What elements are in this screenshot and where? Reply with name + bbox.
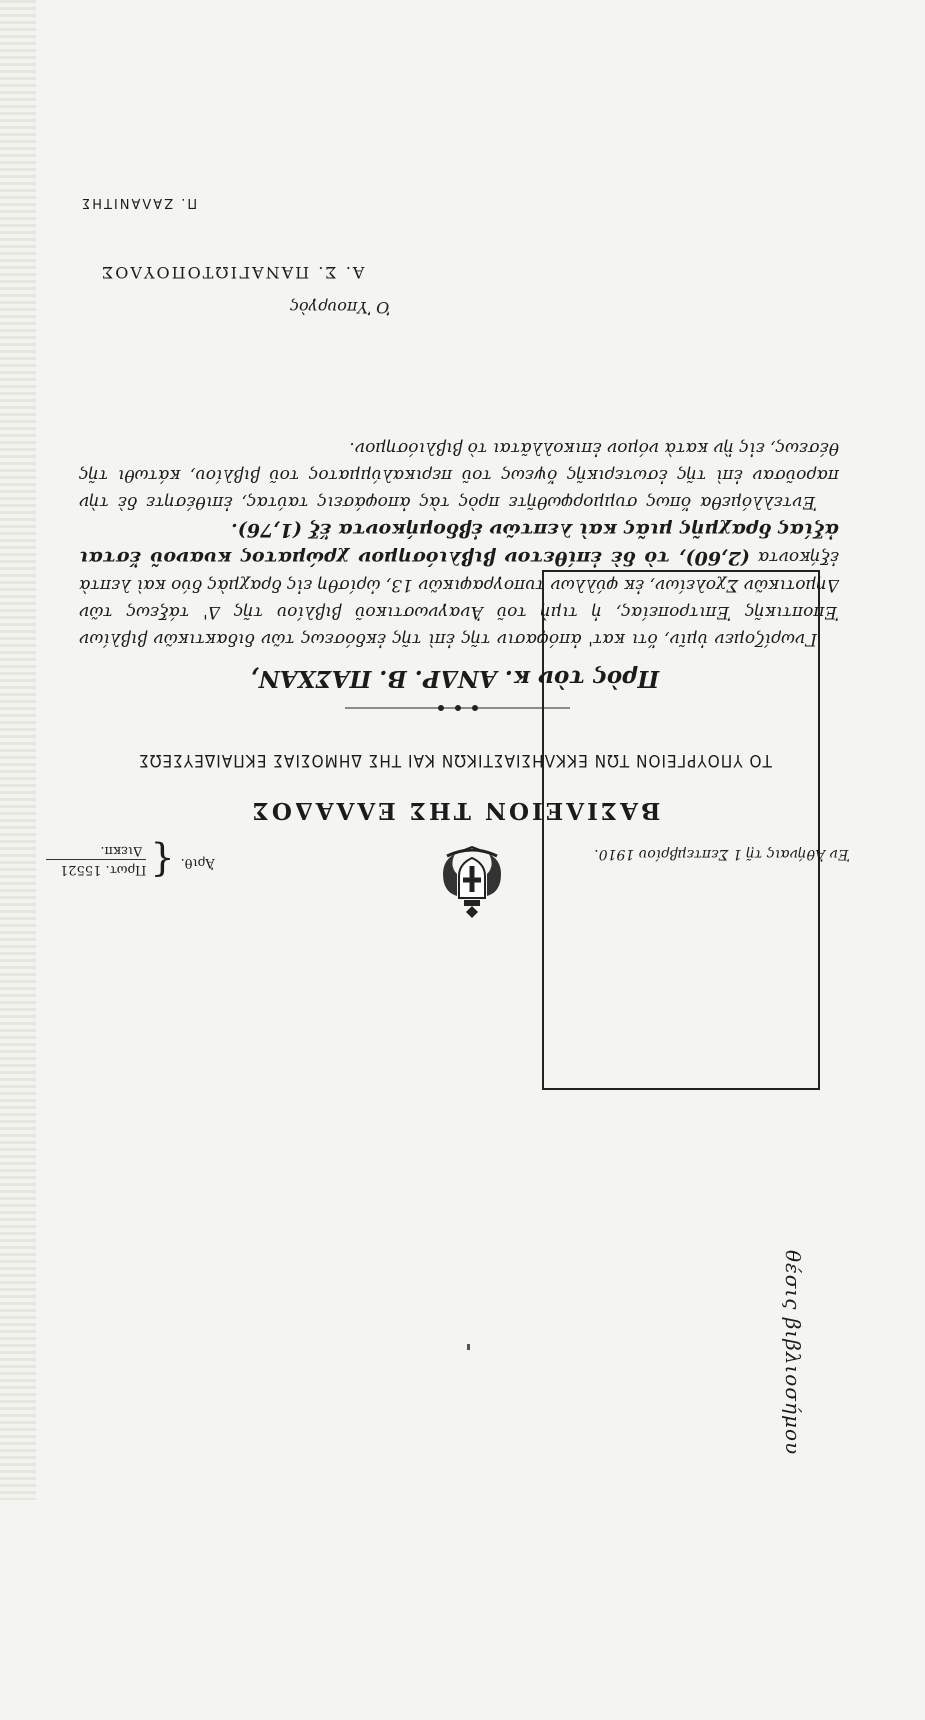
addressee-line: Πρὸς τὸν κ. ΑΝΔΡ. Β. ΠΑΣΧΑΝ, [250,665,660,692]
countersign-name: Π. ΖΑΛΑΝΙΤΗΣ [80,195,198,210]
kingdom-heading: ΒΑΣΙΛΕΙΟΝ ΤΗΣ ΕΛΛΑΔΟΣ [249,797,661,824]
ministry-heading: ΤΟ ΥΠΟΥΡΓΕΙΟΝ ΤΩΝ ΕΚΚΛΗΣΙΑΣΤΙΚΩΝ ΚΑΙ ΤΗΣ ΔΗΜΟΣΙΑΣ ΕΚΠΑΙΔΕΥΣΕΩΣ [138,750,772,770]
ornamental-divider [345,701,570,715]
document-date: Ἐν Ἀθήναις τῇ 1 Σεπτεμβρίου 1910. [594,846,850,862]
coat-of-arms-icon [437,846,507,922]
minister-name: Α. Σ. ΠΑΝΑΓΙΩΤΟΠΟΥΛΟΣ [100,263,365,282]
paragraph-1-text: Γνωρίζομεν ὑμῖν, ὅτι κατ' ἀπόφασιν τῆς ἐπὶ τῆς ἐκδόσεως τῶν διδακτικῶν βιβλίων Ἐποπτικῆς Ἐπιτροπείας, ἡ τιμὴ τοῦ Ἀναγνωστικοῦ βιβλίου τῆς Δ' τάξεως τῶν Δημοτικῶν Σχολείων, ἐκ φύλλων τυπογραφικῶν 13, ὡρίσθη εἰς δραχμὰς δύο καὶ λεπτὰ ἑξήκοντα [79,547,839,649]
paragraph-1 [79,515,839,652]
binding-edge [0,0,36,1500]
brace-icon: { [150,839,175,883]
reference-number [46,839,215,883]
paragraph-2: Ἐντελλόμεθα ὅπως συμμορφωθῆτε πρὸς τὰς ἀποφάσεις ταύτας, ἐπιθέσητε δὲ τὴν παροῦσαν ἐπὶ τῆς ἐσωτερικῆς ὄψεως τοῦ περικαλύμματος τοῦ βιβλίου, κάτωθι τῆς θέσεως, εἰς ἣν κατὰ νόμον ἐπικολλᾶται τὸ βιβλιόσημον. [79,438,839,512]
minister-title: Ὁ Ὑπουργὸς [290,298,390,317]
price-emphasis: (2,60), τὸ δὲ ἐπίθετον βιβλιόσημον χρώματος κυανοῦ ἔσται ἀξίας δραχμῆς μιᾶς καὶ λεπτῶν ἑβδομήκοντα ἕξ (1,76). [79,519,839,569]
ink-speck [467,1344,470,1350]
letter-body [79,434,839,652]
stamp-box-label: θέσις βιβλιοσήμου [781,1250,805,1456]
protocol-number: Πρωτ. 15521 [46,859,146,878]
dispatch-number: Διεκπ. [100,843,143,858]
reference-prefix: Ἀριθ. [180,855,215,870]
